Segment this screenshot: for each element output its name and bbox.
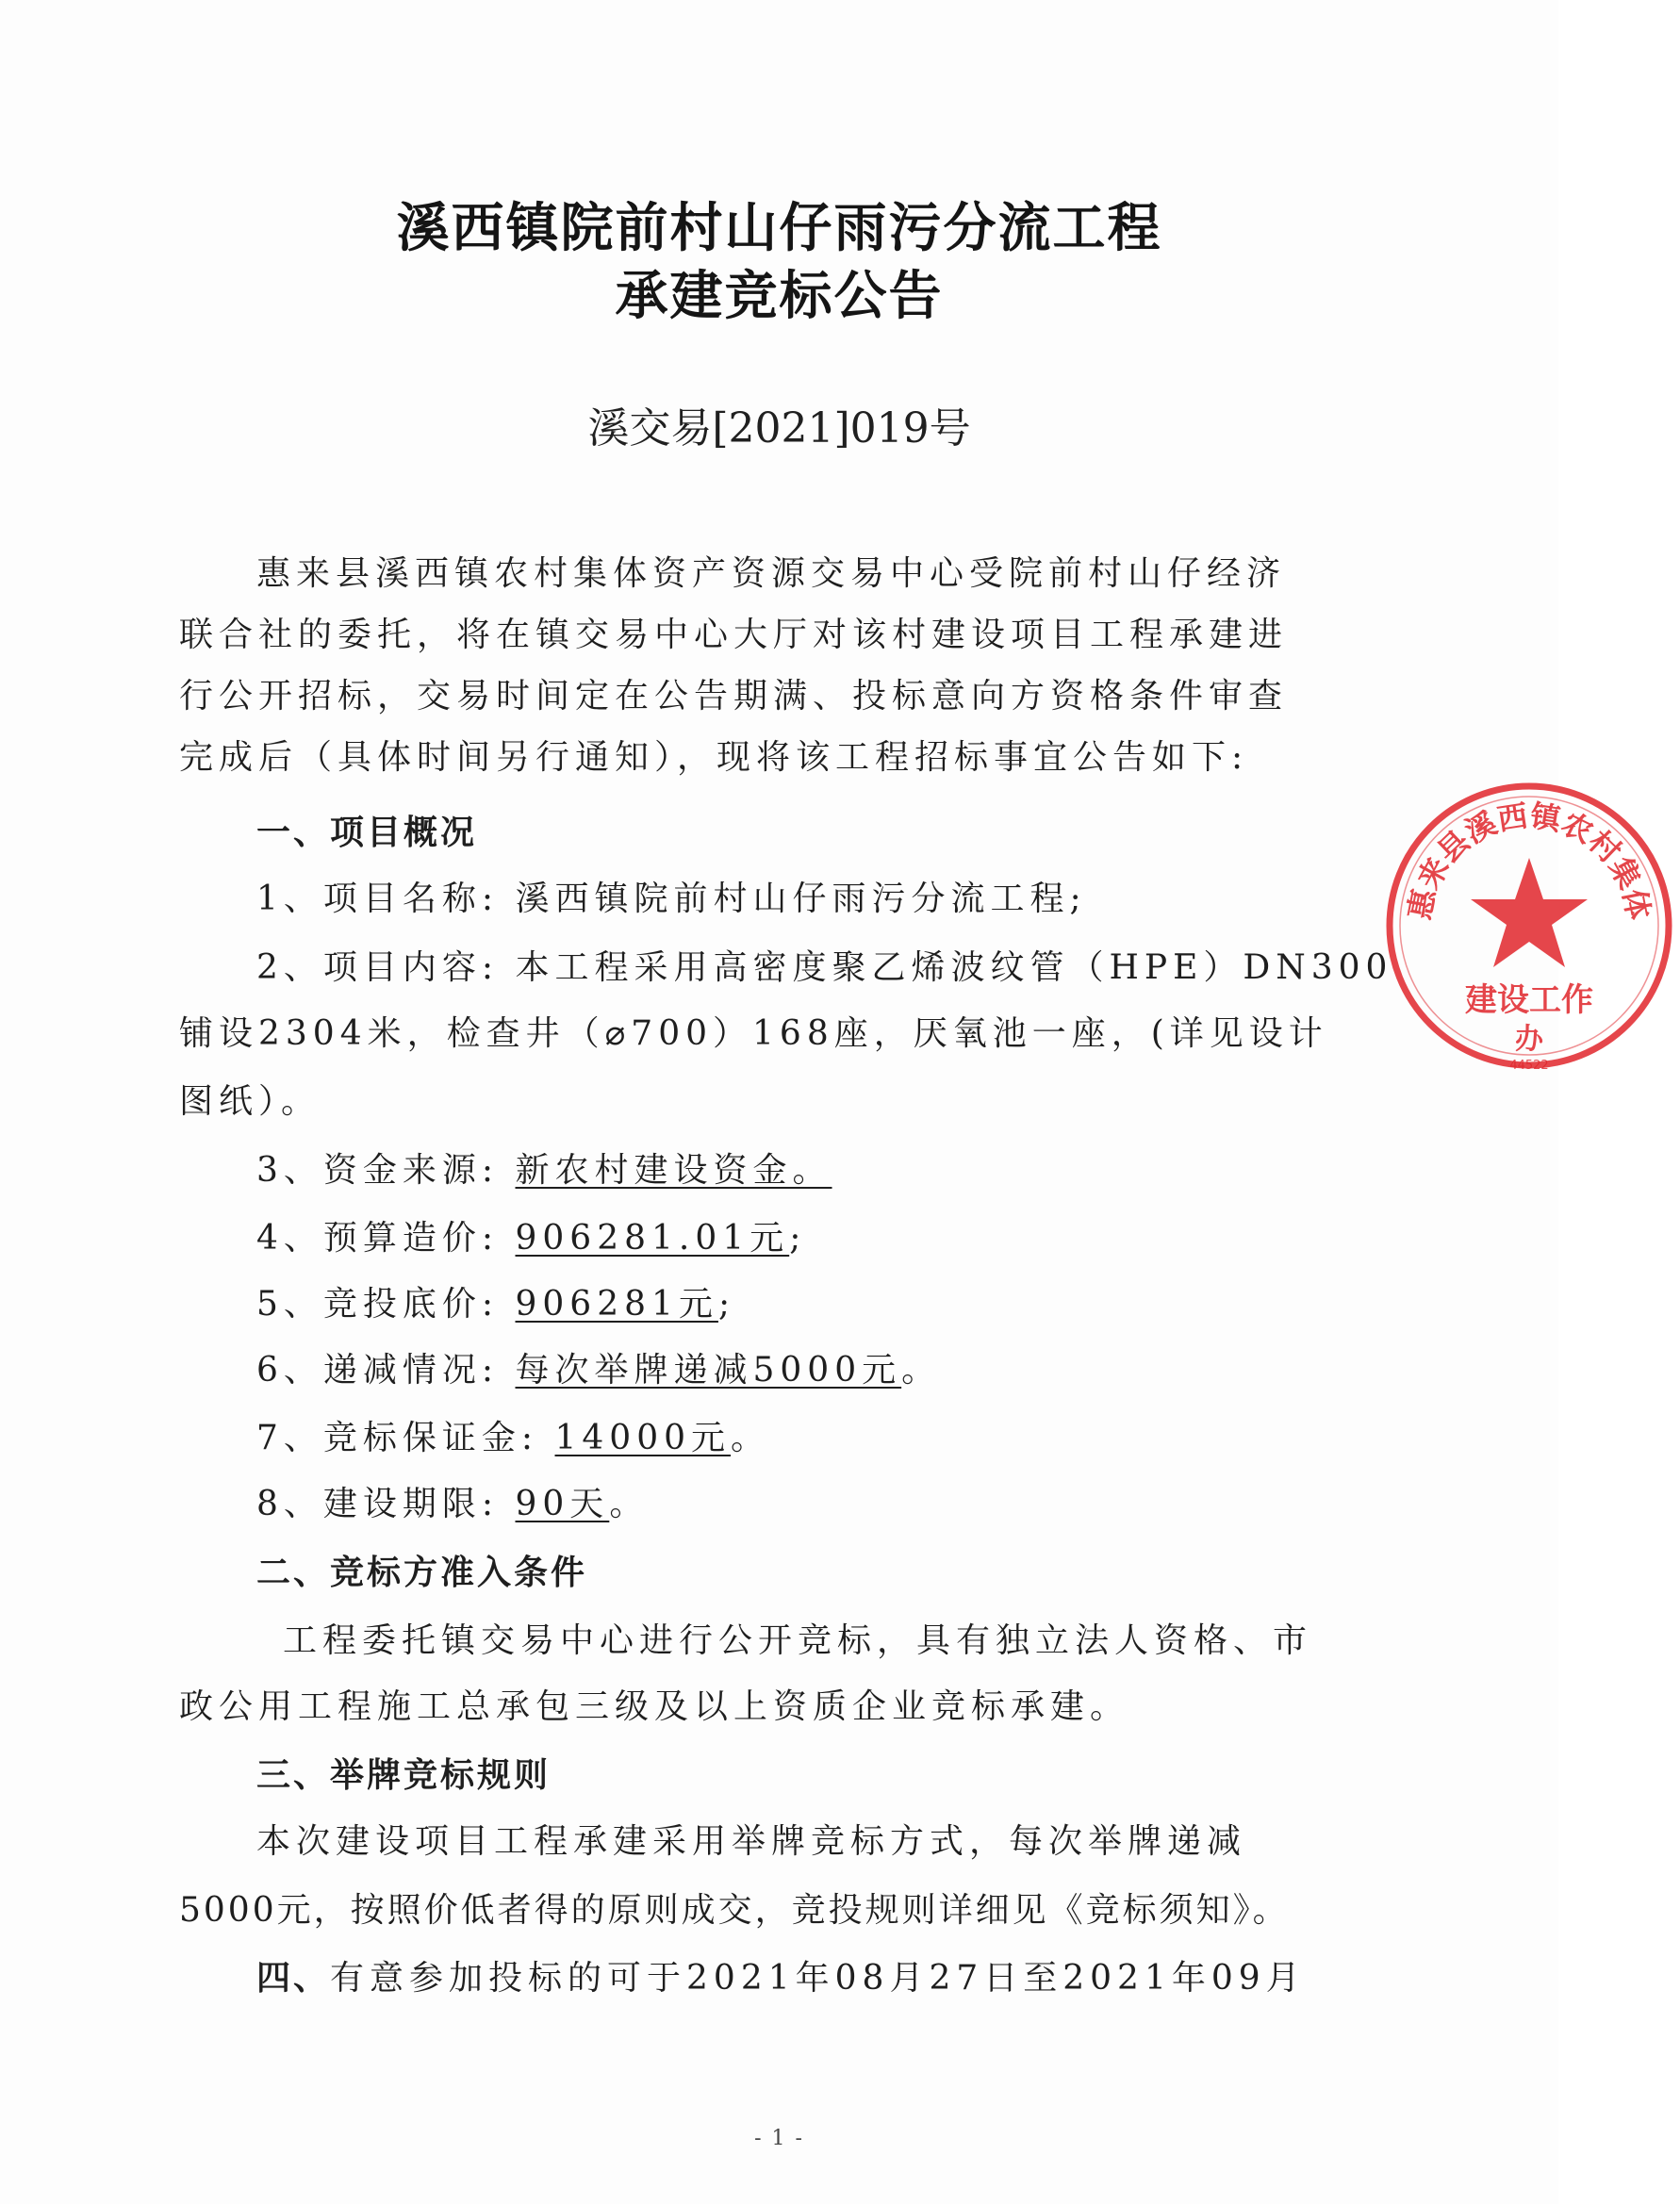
section2-line-1: 工程委托镇交易中心进行公开竞标，具有独立法人资格、市	[283, 1621, 1313, 1660]
section3-line-2: 5000元，按照价低者得的原则成交，竞投规则详细见《竞标须知》。	[179, 1891, 1290, 1930]
deposit-label: 7、竞标保证金:	[256, 1419, 539, 1457]
official-seal-stamp	[1378, 775, 1680, 1077]
document-title-line1: 溪西镇院前村山仔雨污分流工程	[396, 198, 1162, 259]
base-price-suffix: ;	[717, 1285, 736, 1324]
page-number: - 1 -	[754, 2127, 804, 2150]
seal-text-mid: 建设工作	[1465, 981, 1593, 1019]
section3-line-1: 本次建设项目工程承建采用举牌竞标方式，每次举牌递减	[256, 1822, 1247, 1861]
section2-line-2: 政公用工程施工总承包三级及以上资质企业竞标承建。	[179, 1687, 1130, 1726]
section1-heading: 一、项目概况	[256, 814, 478, 852]
budget-label: 4、预算造价:	[256, 1219, 500, 1258]
seal-text-bottom: 办	[1515, 1023, 1543, 1056]
construction-period-suffix: 。	[609, 1485, 650, 1523]
base-price-item	[256, 1277, 735, 1325]
intro-line-1: 惠来县溪西镇农村集体资产资源交易中心受院前村山仔经济	[256, 554, 1287, 593]
decrement-value: 每次举牌递减5000元	[515, 1351, 902, 1390]
seal-text-arc: 惠来县溪西镇农村集体	[1401, 798, 1657, 923]
project-name-item: 1、项目名称: 溪西镇院前村山仔雨污分流工程;	[256, 880, 1087, 918]
section3-heading: 三、举牌竞标规则	[256, 1756, 552, 1795]
fund-source-label: 3、资金来源:	[256, 1151, 500, 1190]
intro-line-3: 行公开招标，交易时间定在公告期满、投标意向方资格条件审查	[179, 677, 1289, 715]
document-title-line2: 承建竞标公告	[615, 266, 944, 327]
budget-value: 906281.01元	[515, 1219, 790, 1258]
base-price-value: 906281元	[515, 1285, 718, 1324]
project-content-line-2: 铺设2304米，检查井（⌀700）168座，厌氧池一座，(详见设计	[179, 1014, 1328, 1053]
intro-line-4: 完成后（具体时间另行通知），现将该工程招标事宜公告如下:	[179, 738, 1249, 777]
seal-code: 44522	[1509, 1059, 1549, 1073]
construction-period-label: 8、建设期限:	[256, 1485, 500, 1523]
decrement-label: 6、递减情况:	[256, 1351, 500, 1390]
deposit-suffix: 。	[731, 1419, 771, 1457]
budget-suffix: ;	[789, 1219, 807, 1258]
decrement-suffix: 。	[901, 1351, 942, 1390]
project-content-line-3: 图纸）。	[179, 1082, 321, 1121]
construction-period-value: 90天	[515, 1485, 610, 1523]
construction-period-item	[256, 1477, 649, 1525]
deposit-value: 14000元	[554, 1419, 732, 1457]
fund-source-value: 新农村建设资金。	[515, 1151, 832, 1190]
decrement-item	[256, 1343, 941, 1391]
section4-line	[256, 1951, 1306, 1999]
project-content-item: 2、项目内容: 本工程采用高密度聚乙烯波纹管（HPE）DN300	[256, 948, 1393, 987]
document-number: 溪交易[2021]019号	[587, 404, 971, 452]
base-price-label: 5、竞投底价:	[256, 1285, 500, 1324]
section4-heading: 四、	[256, 1959, 331, 1998]
section4-text: 有意参加投标的可于2021年08月27日至2021年09月	[330, 1959, 1306, 1998]
fund-source-item	[256, 1143, 832, 1192]
seal-star-icon	[1471, 858, 1588, 967]
deposit-item	[256, 1411, 770, 1459]
budget-item	[256, 1211, 806, 1259]
intro-line-2: 联合社的委托，将在镇交易中心大厅对该村建设项目工程承建进	[179, 616, 1289, 654]
section2-heading: 二、竞标方准入条件	[256, 1554, 588, 1592]
